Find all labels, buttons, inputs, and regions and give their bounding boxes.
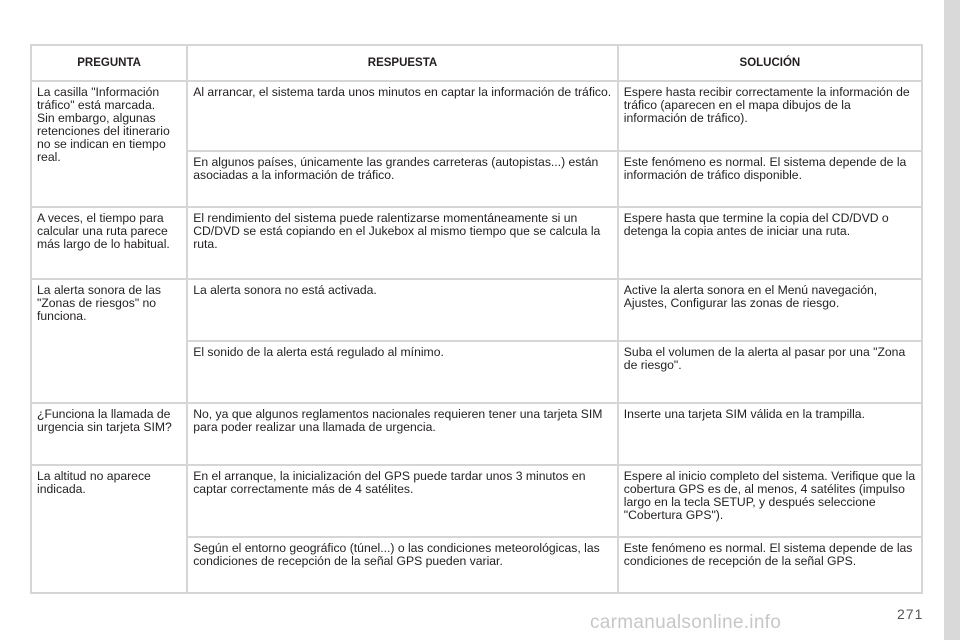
answer-cell: En el arranque, la inicialización del GPS puede tardar unos 3 minutos en captar correctamente más de 4 satélites. xyxy=(187,465,618,537)
question-cell: La altitud no aparece indicada. xyxy=(31,465,187,593)
answer-cell: El rendimiento del sistema puede ralentizarse momentáneamente si un CD/DVD se está copiando en el Jukebox al mismo tiempo que se calcula la ruta. xyxy=(187,207,618,279)
solution-cell: Espere al inicio completo del sistema. Verifique que la cobertura GPS es de, al menos, 4 satélites (impulso largo en la tecla SETUP, y después seleccione "Cobertura GPS"). xyxy=(618,465,922,537)
table-row xyxy=(31,465,922,537)
answer-cell: El sonido de la alerta está regulado al mínimo. xyxy=(187,341,618,403)
question-cell: La casilla "Información tráfico" está marcada. Sin embargo, algunas retenciones del itinerario no se indican en tiempo real. xyxy=(31,81,187,207)
answer-cell: Según el entorno geográfico (túnel...) o las condiciones meteorológicas, las condiciones de recepción de la señal GPS pueden variar. xyxy=(187,537,618,593)
solution-cell: Espere hasta que termine la copia del CD/DVD o detenga la copia antes de iniciar una ruta. xyxy=(618,207,922,279)
solution-cell: Suba el volumen de la alerta al pasar por una "Zona de riesgo". xyxy=(618,341,922,403)
solution-cell: Este fenómeno es normal. El sistema depende de la información de tráfico disponible. xyxy=(618,151,922,207)
page-number: 271 xyxy=(897,606,924,622)
solution-cell: Active la alerta sonora en el Menú navegación, Ajustes, Configurar las zonas de riesgo. xyxy=(618,279,922,341)
answer-cell: En algunos países, únicamente las grandes carreteras (autopistas...) están asociadas a la información de tráfico. xyxy=(187,151,618,207)
table-row xyxy=(31,81,922,151)
question-cell: ¿Funciona la llamada de urgencia sin tarjeta SIM? xyxy=(31,403,187,465)
answer-cell: La alerta sonora no está activada. xyxy=(187,279,618,341)
answer-cell: No, ya que algunos reglamentos nacionales requieren tener una tarjeta SIM para poder realizar una llamada de urgencia. xyxy=(187,403,618,465)
question-cell: A veces, el tiempo para calcular una ruta parece más largo de lo habitual. xyxy=(31,207,187,279)
watermark-text: carmanualsonline.info xyxy=(590,612,782,633)
solution-cell: Este fenómeno es normal. El sistema depende de las condiciones de recepción de la señal GPS. xyxy=(618,537,922,593)
faq-table xyxy=(30,44,923,594)
table-row xyxy=(31,207,922,279)
table-row xyxy=(31,279,922,341)
question-cell: La alerta sonora de las "Zonas de riesgos" no funciona. xyxy=(31,279,187,403)
answer-cell: Al arrancar, el sistema tarda unos minutos en captar la información de tráfico. xyxy=(187,81,618,151)
solution-cell: Inserte una tarjeta SIM válida en la trampilla. xyxy=(618,403,922,465)
header-row xyxy=(31,45,922,81)
header-respuesta: RESPUESTA xyxy=(187,45,618,81)
header-pregunta: PREGUNTA xyxy=(31,45,187,81)
solution-cell: Espere hasta recibir correctamente la información de tráfico (aparecen en el mapa dibujos de la información de tráfico). xyxy=(618,81,922,151)
header-solucion: SOLUCIÓN xyxy=(618,45,922,81)
page-edge-bar xyxy=(944,0,960,640)
table-row xyxy=(31,403,922,465)
